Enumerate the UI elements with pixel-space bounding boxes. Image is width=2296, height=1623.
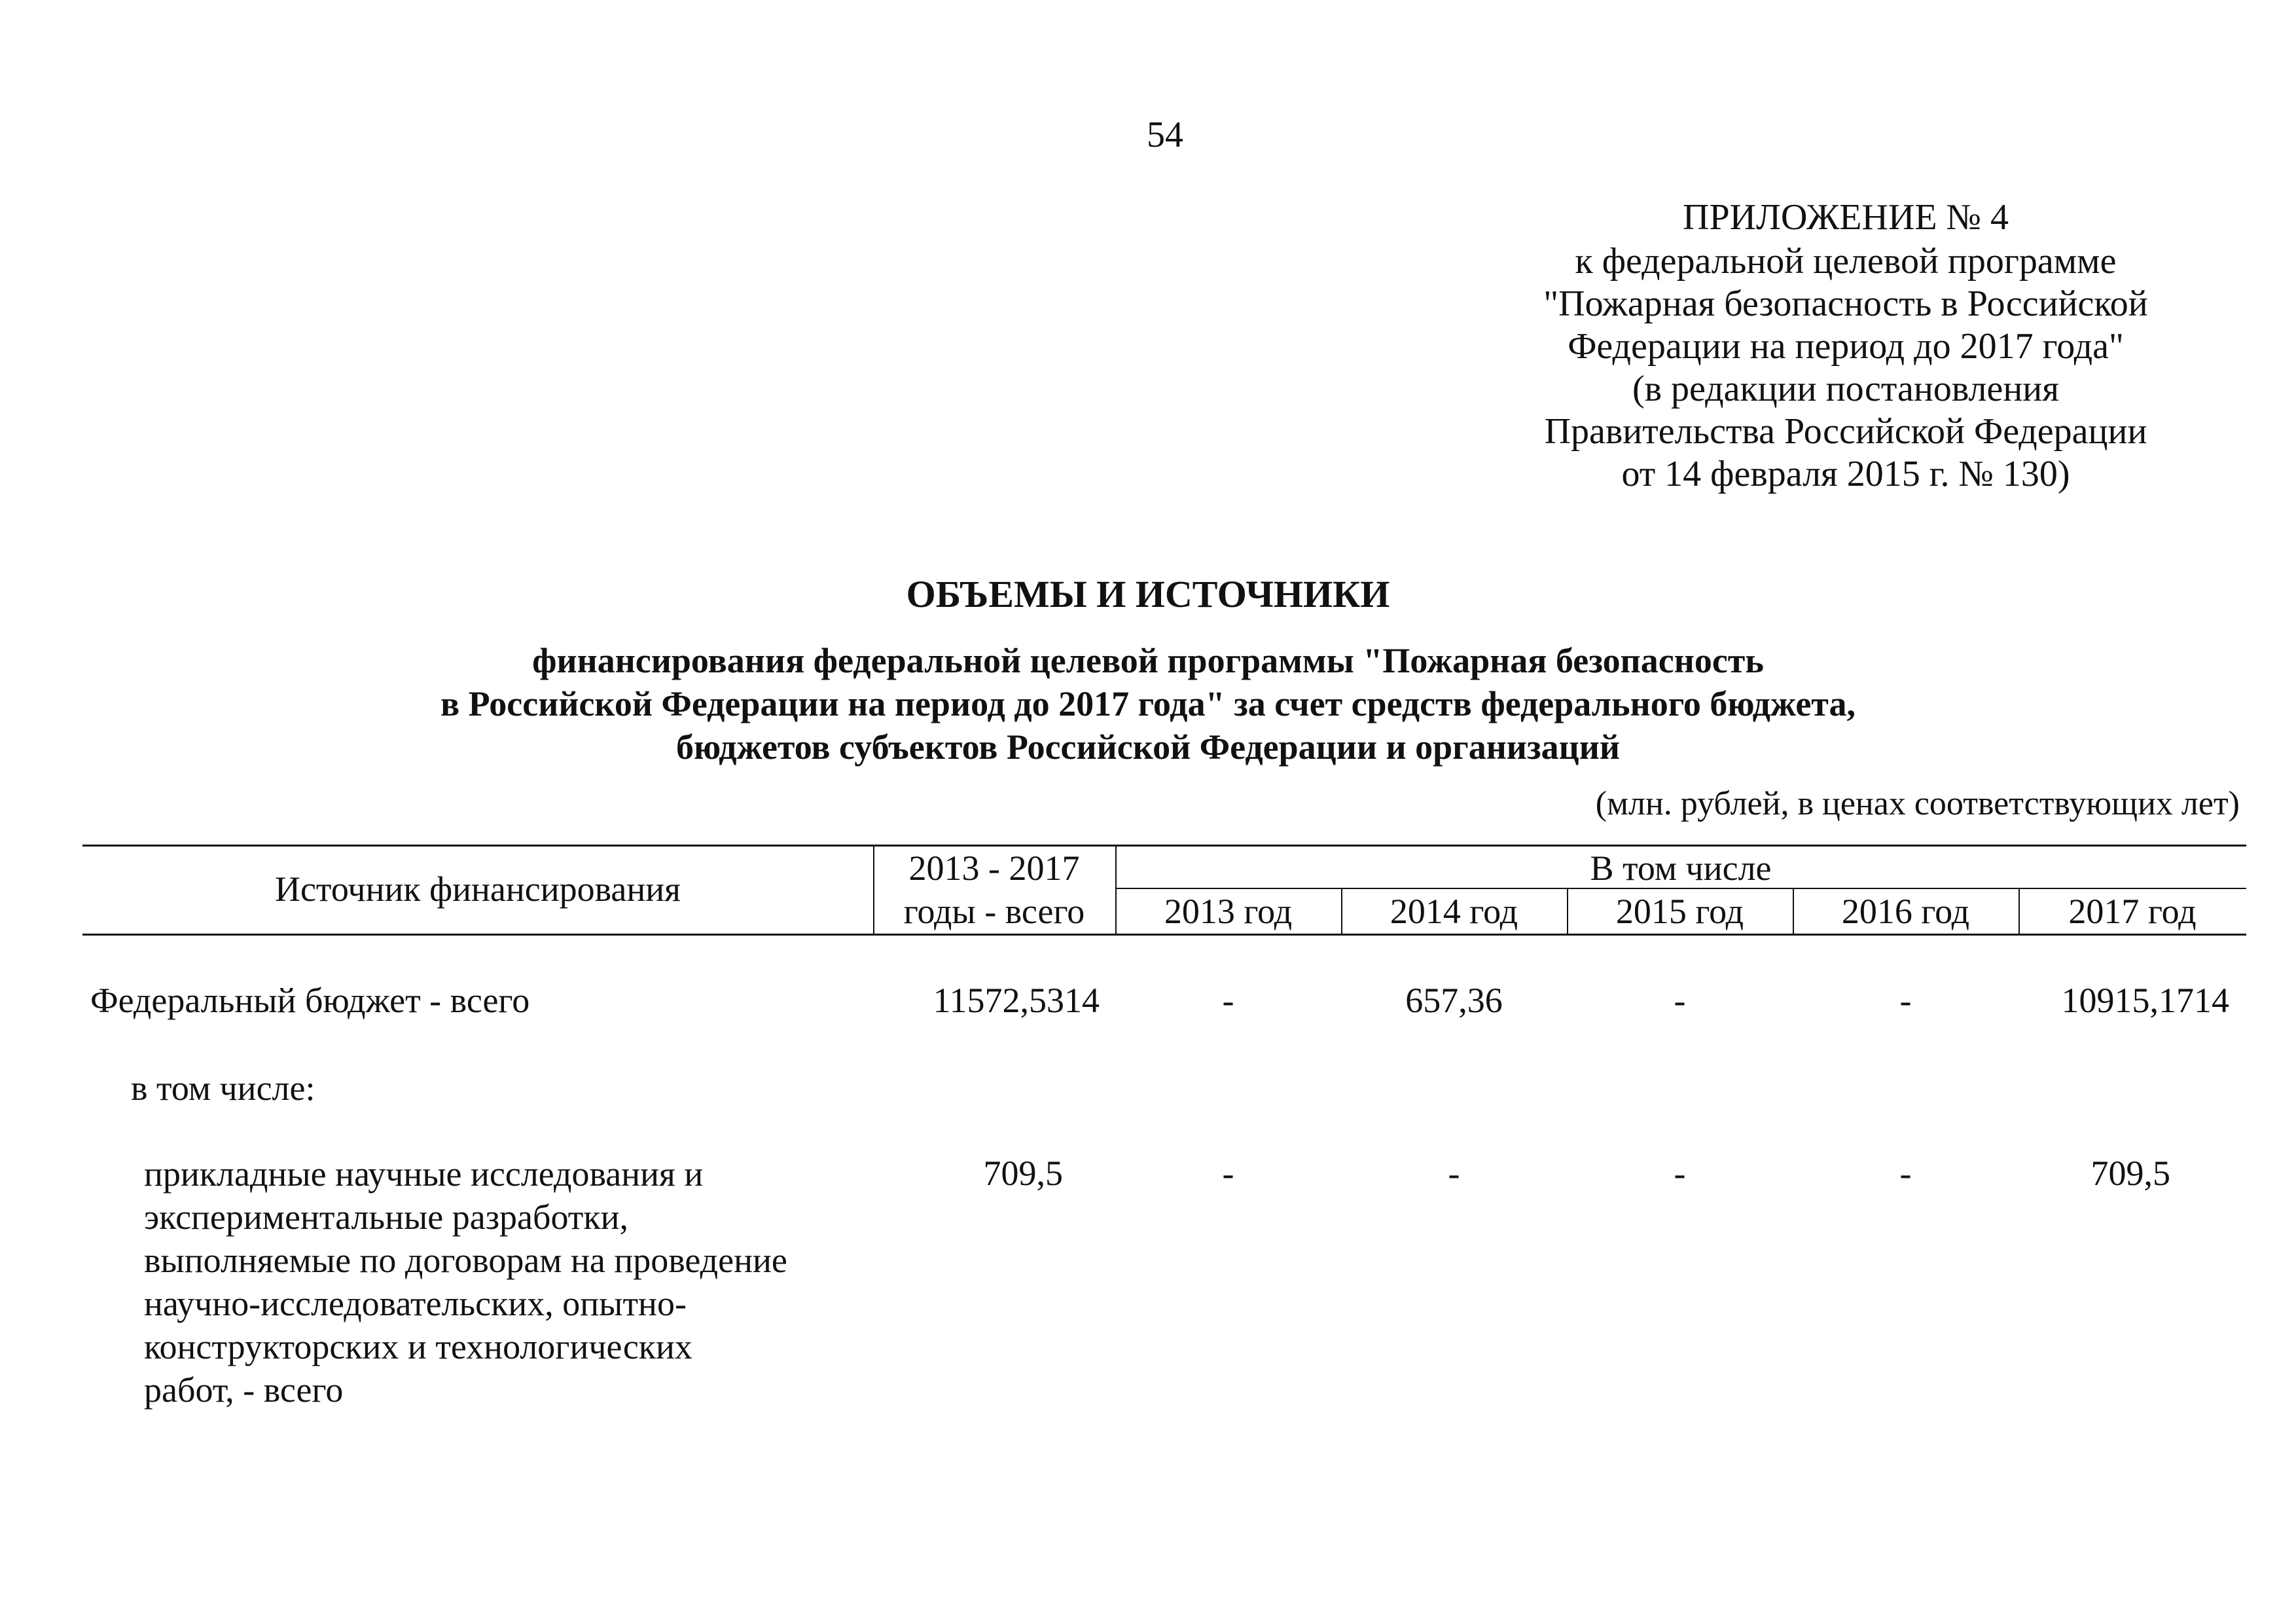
row-label-line: выполняемые по договорам на проведение (144, 1241, 787, 1280)
header-year: 2017 год (2068, 892, 2197, 931)
row-year-value: - (1899, 981, 1912, 1020)
appendix-line: к федеральной целевой программе (1575, 241, 2117, 282)
subtitle-line: в Российской Федерации на период до 2017 года" за счет средств федерального бюджета, (440, 684, 1856, 723)
appendix-line: Правительства Российской Федерации (1544, 411, 2147, 452)
row-year-value: 709,5 (2090, 1154, 2170, 1193)
document-title: ОБЪЕМЫ И ИСТОЧНИКИ (906, 573, 1390, 615)
row-year-value: 10915,1714 (2061, 981, 2229, 1020)
row-year-value: 657,36 (1405, 981, 1503, 1020)
row-year-value: - (1222, 981, 1234, 1020)
row-year-value: - (1448, 1154, 1460, 1193)
row-label-line: прикладные научные исследования и (144, 1154, 704, 1194)
appendix-line: от 14 февраля 2015 г. № 130) (1621, 454, 2070, 494)
row-label-line: конструкторских и технологических (144, 1327, 692, 1366)
header-source: Источник финансирования (274, 869, 681, 909)
row-label-including: в том числе: (131, 1068, 315, 1108)
appendix-block (1479, 196, 2212, 496)
row-year-value: - (1674, 1154, 1686, 1193)
subtitle-line: бюджетов субъектов Российской Федерации и организаций (676, 727, 1620, 767)
appendix-title: ПРИЛОЖЕНИЕ № 4 (1683, 197, 2009, 238)
row-year-value: - (1222, 1154, 1234, 1193)
header-total-line2: годы - всего (903, 892, 1085, 931)
header-year: 2014 год (1390, 892, 1518, 931)
units-note: (млн. рублей, в ценах соответствующих лет) (1595, 785, 2240, 822)
row-label-federal-budget: Федеральный бюджет - всего (90, 981, 530, 1020)
financing-table (82, 845, 2246, 1434)
header-bottom-rule (82, 934, 2246, 936)
subtitle-line: финансирования федеральной целевой программы "Пожарная безопасность (532, 641, 1764, 680)
header-including: В том числе (1590, 848, 1772, 888)
header-total-line1: 2013 - 2017 (908, 848, 1080, 888)
row-label-line: экспериментальные разработки, (144, 1197, 629, 1237)
document-subtitle (0, 639, 2296, 769)
row-label-line: работ, - всего (144, 1370, 344, 1410)
header-year: 2013 год (1164, 892, 1293, 931)
header-year: 2016 год (1841, 892, 1970, 931)
row-total-value: 11572,5314 (933, 981, 1100, 1020)
row-year-value: - (1674, 981, 1686, 1020)
row-year-value: - (1899, 1154, 1912, 1193)
table-top-rule (82, 845, 2246, 847)
row-label-line: научно-исследовательских, опытно- (144, 1284, 687, 1323)
appendix-line: Федерации на период до 2017 года" (1568, 326, 2124, 367)
row-total-value: 709,5 (983, 1154, 1063, 1193)
appendix-line: "Пожарная безопасность в Российской (1543, 283, 2148, 324)
page-number: 54 (1147, 115, 1183, 155)
appendix-line: (в редакции постановления (1632, 369, 2060, 409)
header-year: 2015 год (1615, 892, 1744, 931)
row-label-applied-research (144, 1152, 787, 1412)
